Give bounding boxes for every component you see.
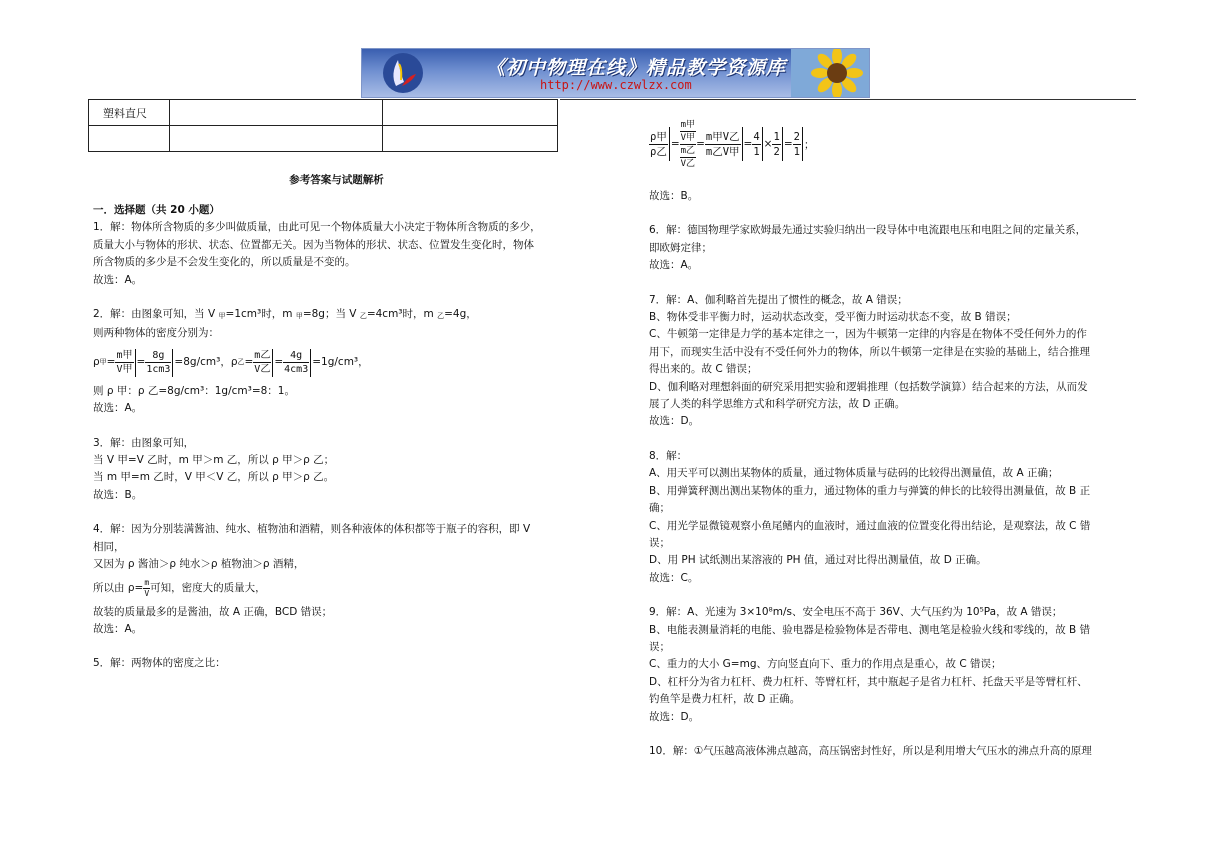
q8-line-3: B、用弹簧秤测出测出某物体的重力，通过物体的重力与弹簧的伸长的比较得出测量值，故 B 正 bbox=[649, 484, 1091, 497]
q5-ratio-formula: $\frac{\text{ρ甲}}{\text{ρ乙}}$ = $\frac{\frac{\text{m甲}}{\text{V甲}}}{\frac{\text{m乙}}{\text{V乙}}}$ = $\frac{\text{m甲V乙}}{\text{m乙V甲}}$ = $\frac{4}{1}$ × $\frac{1}{2}$ = $\frac{2}{1}$ ； bbox=[650, 119, 815, 169]
q8-line-7: D、用 PH 试纸测出某溶液的 PH 值，通过对比得出测量值，故 D 正确。 bbox=[649, 554, 987, 567]
q2-line-3: 则 ρ 甲：ρ 乙=8g/cm³：1g/cm³=8：1。 bbox=[93, 384, 295, 397]
q9-line-4: C、重力的大小 G=mg、方向竖直向下、重力的作用点是重心，故 C 错误； bbox=[649, 658, 1002, 671]
q9-line-3: 误； bbox=[649, 640, 670, 653]
q1-line-2: 质量大小与物体的形状、状态、位置都无关。因为当物体的形状、状态、位置发生变化时，物体 bbox=[93, 238, 534, 251]
q7-answer: 故选：D。 bbox=[649, 415, 700, 428]
table-cell bbox=[89, 126, 170, 152]
q4-answer: 故选：A。 bbox=[93, 622, 143, 635]
q9-answer: 故选：D。 bbox=[649, 710, 700, 723]
q9-line-6: 钓鱼竿是费力杠杆，故 D 正确。 bbox=[649, 693, 801, 706]
q9-line-1: 9．解：A、光速为 3×10⁸m/s、安全电压不高于 36V、大气压约为 10⁵Pa，故 A 错误； bbox=[649, 606, 1063, 619]
header-banner bbox=[361, 48, 870, 98]
q4-line-2: 相同， bbox=[93, 540, 125, 553]
q1-answer: 故选：A。 bbox=[93, 273, 143, 286]
q3-line-1: 3．解：由图象可知， bbox=[93, 436, 195, 449]
right-column bbox=[649, 188, 1135, 760]
banner-title: 《初中物理在线》精品教学资源库 bbox=[486, 57, 787, 79]
q6-answer: 故选：A。 bbox=[649, 259, 699, 272]
table-cell bbox=[383, 126, 558, 152]
q7-line-7: 展了人类的科学思维方式和科学研究方法，故 D 正确。 bbox=[649, 398, 906, 411]
q10-line-1: 10．解：①气压越高液体沸点越高，高压锅密封性好，所以是利用增大气压水的沸点升高的原理 bbox=[649, 744, 1092, 757]
q8-line-5: C、用光学显微镜观察小鱼尾鳍内的血液时，通过血液的位置变化得出结论，是观察法，故 C 错 bbox=[649, 519, 1091, 532]
table-cell bbox=[170, 126, 383, 152]
banner-url[interactable]: http://www.czwlzx.com bbox=[540, 78, 692, 92]
q6-line-1: 6．解：德国物理学家欧姆最先通过实验归纳出一段导体中电流跟电压和电阻之间的定量关系， bbox=[649, 224, 1087, 237]
q6-line-2: 即欧姆定律； bbox=[649, 241, 712, 254]
q2-density-formula: ρ 甲 = $\frac{\text{m甲}}{\text{V甲}}$ = $\frac{8g}{1cm3}$ =8g/cm³，ρ 乙 = $\frac{\text{m乙}}{\text{V乙}}$ = $\frac{4g}{4cm3}$ =1g/cm³， bbox=[93, 350, 369, 376]
q1-line-1: 1．解：物体所含物质的多少叫做质量，由此可见一个物体质量大小决定于物体所含物质的多少， bbox=[93, 221, 541, 234]
measurement-table bbox=[88, 99, 558, 152]
q4-line-4: 所以由 ρ= $\frac{m}{V}$ 可知，密度大的质量大， bbox=[93, 578, 266, 598]
header-rule bbox=[560, 99, 1136, 100]
q7-line-5: 得出来的。故 C 错误； bbox=[649, 363, 758, 376]
q4-line-5: 故装的质量最多的是酱油，故 A 正确，BCD 错误； bbox=[93, 605, 333, 618]
table-cell bbox=[383, 100, 558, 126]
q1-line-3: 所含物质的多少是不会发生变化的，所以质量是不变的。 bbox=[93, 256, 356, 269]
logo-icon bbox=[382, 52, 424, 94]
table-row bbox=[89, 126, 558, 152]
q7-line-1: 7．解：A、伽利略首先提出了惯性的概念，故 A 错误； bbox=[649, 293, 908, 306]
q2-line-1: 2．解：由图象可知，当 V $_甲$=1cm³时，m $_甲$=8g；当 V $_乙$=4cm³时，m $_乙$=4g， bbox=[93, 308, 477, 321]
q8-line-4: 确； bbox=[649, 502, 670, 515]
q4-line-3: 又因为 ρ 酱油＞ρ 纯水＞ρ 植物油＞ρ 酒精， bbox=[93, 558, 305, 571]
q5-answer: 故选：B。 bbox=[649, 190, 699, 202]
q3-answer: 故选：B。 bbox=[93, 488, 143, 501]
q3-line-3: 当 m 甲=m 乙时，V 甲＜V 乙，所以 ρ 甲＞ρ 乙。 bbox=[93, 471, 335, 484]
q2-line-2: 则两种物体的密度分别为： bbox=[93, 327, 219, 340]
q8-answer: 故选：C。 bbox=[649, 571, 699, 584]
q7-line-6: D、伽利略对理想斜面的研究采用把实验和逻辑推理（包括数学演算）结合起来的方法，从而发 bbox=[649, 380, 1088, 393]
q4-line-1: 4．解：因为分别装满酱油、纯水、植物油和酒精，则各种液体的体积都等于瓶子的容积，即 V bbox=[93, 523, 531, 536]
q8-line-2: A、用天平可以测出某物体的质量，通过物体质量与砝码的比较得出测量值，故 A 正确； bbox=[649, 467, 1059, 480]
q8-line-1: 8．解： bbox=[649, 449, 688, 462]
q7-line-2: B、物体受非平衡力时，运动状态改变，受平衡力时运动状态不变，故 B 错误； bbox=[649, 311, 1017, 324]
left-column bbox=[93, 202, 585, 673]
answer-title: 参考答案与试题解析 bbox=[289, 174, 384, 186]
table-cell-label: 塑料直尺 bbox=[89, 100, 170, 126]
q7-line-4: 用下，而现实生活中没有不受任何外力的物体，所以牛顿第一定律是在实验的基础上，结合推理 bbox=[649, 345, 1090, 358]
q2-answer: 故选：A。 bbox=[93, 402, 143, 415]
q3-line-2: 当 V 甲=V 乙时，m 甲＞m 乙，所以 ρ 甲＞ρ 乙； bbox=[93, 454, 335, 467]
sunflower-icon bbox=[791, 49, 869, 97]
q8-line-6: 误； bbox=[649, 536, 670, 549]
table-cell bbox=[170, 100, 383, 126]
table-row bbox=[89, 100, 558, 126]
section-title: 一．选择题（共 20 小题） bbox=[93, 204, 220, 216]
q9-line-2: B、电能表测量消耗的电能、验电器是检验物体是否带电、测电笔是检验火线和零线的，故 B 错 bbox=[649, 623, 1091, 636]
q7-line-3: C、牛顿第一定律是力学的基本定律之一，因为牛顿第一定律的内容是在物体不受任何外力的作 bbox=[649, 328, 1087, 341]
q5-line-1: 5．解：两物体的密度之比： bbox=[93, 657, 226, 670]
q9-line-5: D、杠杆分为省力杠杆、费力杠杆、等臂杠杆，其中瓶起子是省力杠杆、托盘天平是等臂杠杆、 bbox=[649, 675, 1088, 688]
